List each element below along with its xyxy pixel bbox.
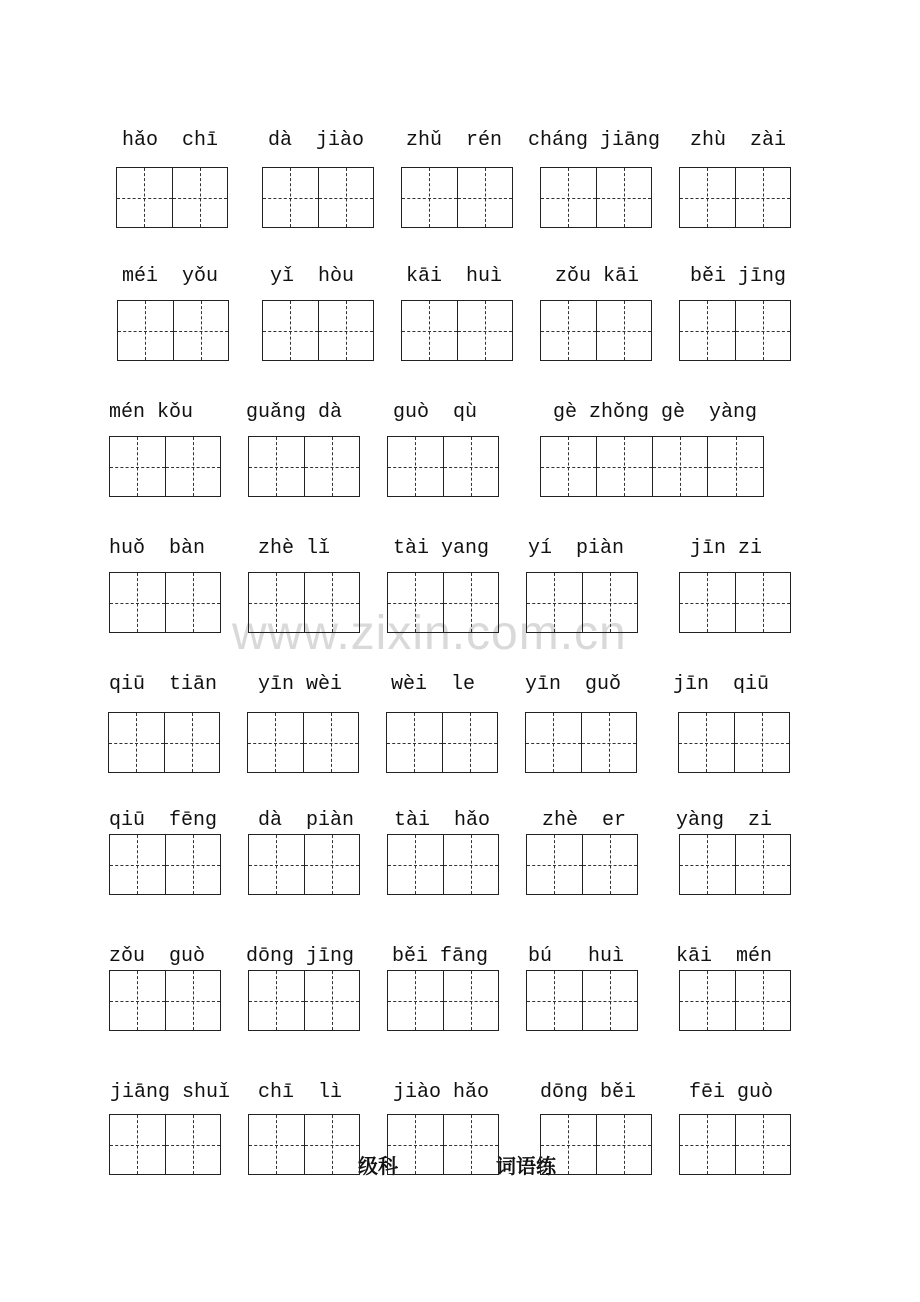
pinyin-label: yàng zi <box>676 809 773 832</box>
writing-grid[interactable] <box>247 712 359 773</box>
pinyin-label: zhù zài <box>690 129 787 152</box>
tianzige-cell[interactable] <box>735 713 790 772</box>
pinyin-label: yīn guǒ <box>525 673 622 696</box>
tianzige-cell[interactable] <box>248 713 304 772</box>
tianzige-cell[interactable] <box>541 301 597 360</box>
tianzige-cell[interactable] <box>305 971 360 1030</box>
tianzige-cell[interactable] <box>402 168 458 227</box>
tianzige-cell[interactable] <box>597 1115 652 1174</box>
tianzige-cell[interactable] <box>736 168 791 227</box>
pinyin-label: dà jiào <box>268 129 365 152</box>
writing-grid[interactable] <box>387 1114 499 1175</box>
tianzige-cell[interactable] <box>527 971 583 1030</box>
tianzige-cell[interactable] <box>679 713 735 772</box>
tianzige-cell[interactable] <box>166 573 221 632</box>
pinyin-label: zhè lǐ <box>258 537 331 560</box>
tianzige-cell[interactable] <box>708 437 763 496</box>
pinyin-label: dà piàn <box>258 809 355 832</box>
tianzige-cell[interactable] <box>582 713 637 772</box>
writing-grid[interactable] <box>540 1114 652 1175</box>
tianzige-cell[interactable] <box>583 835 638 894</box>
tianzige-cell[interactable] <box>166 1115 221 1174</box>
pinyin-label: huǒ bàn <box>109 537 206 560</box>
pinyin-label: gè zhǒng gè yàng <box>553 401 758 424</box>
tianzige-cell[interactable] <box>249 835 305 894</box>
writing-grid[interactable] <box>109 436 221 497</box>
writing-grid[interactable] <box>679 834 791 895</box>
tianzige-cell[interactable] <box>110 1115 166 1174</box>
tianzige-cell[interactable] <box>305 1115 360 1174</box>
tianzige-cell[interactable] <box>680 168 736 227</box>
tianzige-cell[interactable] <box>736 573 791 632</box>
pinyin-label: běi fāng <box>392 945 489 968</box>
tianzige-cell[interactable] <box>319 301 374 360</box>
pinyin-label: tài hǎo <box>394 809 491 832</box>
writing-grid[interactable] <box>540 436 764 497</box>
tianzige-cell[interactable] <box>680 301 736 360</box>
tianzige-cell[interactable] <box>680 1115 736 1174</box>
pinyin-label: jiào hǎo <box>393 1081 490 1104</box>
writing-grid[interactable] <box>679 572 791 633</box>
tianzige-cell[interactable] <box>388 1115 444 1174</box>
tianzige-cell[interactable] <box>444 971 499 1030</box>
writing-grid[interactable] <box>262 167 374 228</box>
tianzige-cell[interactable] <box>526 713 582 772</box>
tianzige-cell[interactable] <box>583 971 638 1030</box>
pinyin-label: běi jīng <box>690 265 787 288</box>
tianzige-cell[interactable] <box>166 437 221 496</box>
tianzige-cell[interactable] <box>541 437 597 496</box>
tianzige-cell[interactable] <box>541 168 597 227</box>
tianzige-cell[interactable] <box>541 1115 597 1174</box>
tianzige-cell[interactable] <box>388 835 444 894</box>
tianzige-cell[interactable] <box>527 573 583 632</box>
tianzige-cell[interactable] <box>402 301 458 360</box>
writing-grid[interactable] <box>248 834 360 895</box>
tianzige-cell[interactable] <box>249 573 305 632</box>
tianzige-cell[interactable] <box>443 713 498 772</box>
tianzige-cell[interactable] <box>166 971 221 1030</box>
tianzige-cell[interactable] <box>110 437 166 496</box>
pinyin-label: jiāng shuǐ <box>110 1081 231 1104</box>
pinyin-label: guò qù <box>393 401 478 424</box>
tianzige-cell[interactable] <box>249 437 305 496</box>
pinyin-label: mén kǒu <box>109 401 194 424</box>
pinyin-label: fēi guò <box>689 1081 774 1104</box>
pinyin-label: wèi le <box>391 673 476 696</box>
pinyin-label: jīn zi <box>690 537 763 560</box>
tianzige-cell[interactable] <box>736 1115 791 1174</box>
writing-grid[interactable] <box>248 572 360 633</box>
writing-grid[interactable] <box>679 300 791 361</box>
tianzige-cell[interactable] <box>388 437 444 496</box>
pinyin-label: guǎng dà <box>246 401 343 424</box>
tianzige-cell[interactable] <box>305 437 360 496</box>
pinyin-label: dōng běi <box>540 1081 637 1104</box>
tianzige-cell[interactable] <box>110 573 166 632</box>
writing-grid[interactable] <box>401 167 513 228</box>
tianzige-cell[interactable] <box>458 168 513 227</box>
tianzige-cell[interactable] <box>387 713 443 772</box>
pinyin-label: hǎo chī <box>122 129 219 152</box>
pinyin-label: kāi huì <box>406 265 503 288</box>
writing-grid[interactable] <box>387 572 499 633</box>
tianzige-cell[interactable] <box>597 168 652 227</box>
pinyin-label: yí piàn <box>528 537 625 560</box>
tianzige-cell[interactable] <box>680 835 736 894</box>
pinyin-label: chī lì <box>258 1081 343 1104</box>
tianzige-cell[interactable] <box>249 1115 305 1174</box>
writing-grid[interactable] <box>117 300 229 361</box>
tianzige-cell[interactable] <box>249 971 305 1030</box>
tianzige-cell[interactable] <box>444 437 499 496</box>
writing-grid[interactable] <box>248 970 360 1031</box>
tianzige-cell[interactable] <box>680 573 736 632</box>
pinyin-label: qiū fēng <box>109 809 218 832</box>
writing-grid[interactable] <box>526 970 638 1031</box>
tianzige-cell[interactable] <box>263 301 319 360</box>
pinyin-label: bú huì <box>528 945 625 968</box>
pinyin-label: tài yang <box>393 537 490 560</box>
tianzige-cell[interactable] <box>736 835 791 894</box>
writing-grid[interactable] <box>387 834 499 895</box>
tianzige-cell[interactable] <box>444 835 499 894</box>
pinyin-label: yǐ hòu <box>270 265 355 288</box>
partial-heading-right: 词语练 <box>496 1154 556 1178</box>
pinyin-label: jīn qiū <box>673 673 770 696</box>
writing-grid[interactable] <box>109 834 221 895</box>
writing-grid[interactable] <box>526 572 638 633</box>
writing-grid[interactable] <box>262 300 374 361</box>
tianzige-cell[interactable] <box>458 301 513 360</box>
tianzige-cell[interactable] <box>263 168 319 227</box>
pinyin-label: cháng jiāng <box>528 129 661 152</box>
pinyin-label: zhè er <box>542 809 627 832</box>
tianzige-cell[interactable] <box>597 301 652 360</box>
writing-grid[interactable] <box>248 436 360 497</box>
tianzige-cell[interactable] <box>305 573 360 632</box>
writing-grid[interactable] <box>679 167 791 228</box>
tianzige-cell[interactable] <box>653 437 709 496</box>
writing-grid[interactable] <box>109 1114 221 1175</box>
pinyin-label: qiū tiān <box>109 673 218 696</box>
writing-grid[interactable] <box>386 712 498 773</box>
tianzige-cell[interactable] <box>527 835 583 894</box>
writing-grid[interactable] <box>540 167 652 228</box>
writing-grid[interactable] <box>679 1114 791 1175</box>
tianzige-cell[interactable] <box>444 573 499 632</box>
watermark: www.zixin.com.cn <box>232 607 627 660</box>
tianzige-cell[interactable] <box>166 835 221 894</box>
tianzige-cell[interactable] <box>174 301 229 360</box>
tianzige-cell[interactable] <box>304 713 359 772</box>
pinyin-label: dōng jīng <box>246 945 355 968</box>
writing-grid[interactable] <box>678 712 790 773</box>
writing-grid[interactable] <box>540 300 652 361</box>
pinyin-label: zǒu kāi <box>555 265 640 288</box>
writing-grid[interactable] <box>387 970 499 1031</box>
writing-grid[interactable] <box>108 712 220 773</box>
tianzige-cell[interactable] <box>109 713 165 772</box>
tianzige-cell[interactable] <box>736 971 791 1030</box>
tianzige-cell[interactable] <box>388 971 444 1030</box>
tianzige-cell[interactable] <box>680 971 736 1030</box>
tianzige-cell[interactable] <box>173 168 228 227</box>
tianzige-cell[interactable] <box>110 971 166 1030</box>
writing-grid[interactable] <box>109 970 221 1031</box>
tianzige-cell[interactable] <box>583 573 638 632</box>
tianzige-cell[interactable] <box>319 168 374 227</box>
tianzige-cell[interactable] <box>118 301 174 360</box>
tianzige-cell[interactable] <box>165 713 220 772</box>
writing-grid[interactable] <box>248 1114 360 1175</box>
tianzige-cell[interactable] <box>305 835 360 894</box>
tianzige-cell[interactable] <box>117 168 173 227</box>
writing-grid[interactable] <box>679 970 791 1031</box>
writing-grid[interactable] <box>116 167 228 228</box>
writing-grid[interactable] <box>525 712 637 773</box>
pinyin-label: méi yǒu <box>122 265 219 288</box>
partial-heading-left: 级科 <box>358 1154 398 1178</box>
pinyin-label: kāi mén <box>676 945 773 968</box>
tianzige-cell[interactable] <box>597 437 653 496</box>
writing-grid[interactable] <box>109 572 221 633</box>
tianzige-cell[interactable] <box>110 835 166 894</box>
pinyin-label: zǒu guò <box>109 945 206 968</box>
tianzige-cell[interactable] <box>444 1115 499 1174</box>
writing-grid[interactable] <box>387 436 499 497</box>
writing-grid[interactable] <box>401 300 513 361</box>
tianzige-cell[interactable] <box>736 301 791 360</box>
pinyin-label: yīn wèi <box>258 673 343 696</box>
tianzige-cell[interactable] <box>388 573 444 632</box>
writing-grid[interactable] <box>526 834 638 895</box>
pinyin-label: zhǔ rén <box>406 129 503 152</box>
